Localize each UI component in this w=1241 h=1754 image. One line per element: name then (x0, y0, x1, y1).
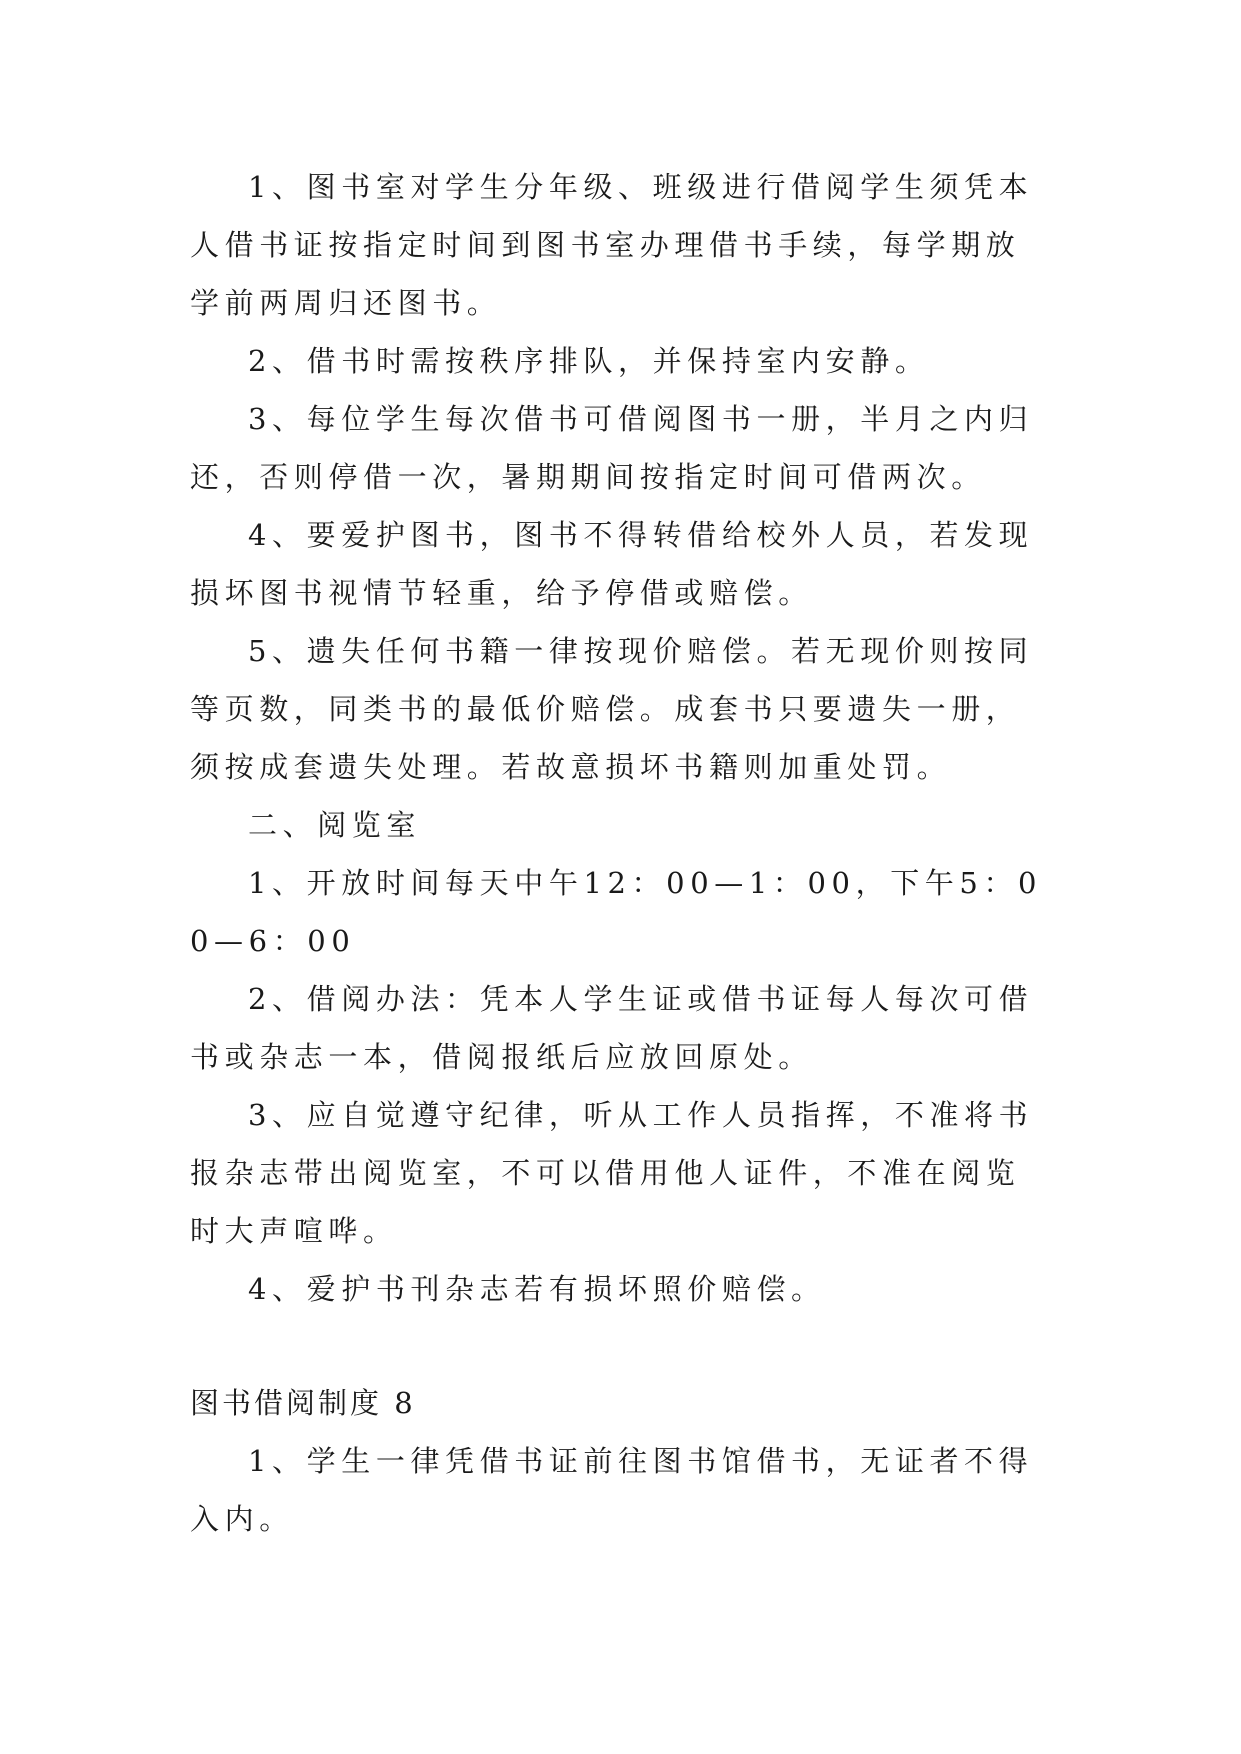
document-title: 图书借阅制度 8 (190, 1386, 416, 1420)
rule-paragraph: 4、爱护书刊杂志若有损坏照价赔偿。 (248, 1272, 826, 1306)
rule-paragraph: 1、学生一律凭借书证前往图书馆借书，无证者不得入内。 (190, 1444, 1034, 1536)
section-heading: 二、阅览室 (248, 808, 422, 842)
rule-paragraph: 1、图书室对学生分年级、班级进行借阅学生须凭本人借书证按指定时间到图书室办理借书手续，每学期放学前两周归还图书。 (190, 170, 1034, 320)
rule-paragraph: 1、开放时间每天中午12：00—1：00，下午5：00—6：00 (190, 866, 1043, 958)
rule-paragraph: 3、每位学生每次借书可借阅图书一册，半月之内归还，否则停借一次，暑期期间按指定时间可借两次。 (190, 402, 1034, 494)
rule-paragraph: 2、借阅办法：凭本人学生证或借书证每人每次可借书或杂志一本，借阅报纸后应放回原处。 (190, 982, 1034, 1074)
rule-paragraph: 4、要爱护图书，图书不得转借给校外人员，若发现损坏图书视情节轻重，给予停借或赔偿。 (190, 518, 1034, 610)
rule-paragraph: 5、遗失任何书籍一律按现价赔偿。若无现价则按同等页数，同类书的最低价赔偿。成套书只要遗失一册，须按成套遗失处理。若故意损坏书籍则加重处罚。 (190, 634, 1034, 784)
rule-paragraph: 3、应自觉遵守纪律，听从工作人员指挥，不准将书报杂志带出阅览室，不可以借用他人证件，不准在阅览时大声喧哗。 (190, 1098, 1034, 1248)
rule-paragraph: 2、借书时需按秩序排队，并保持室内安静。 (248, 344, 930, 378)
